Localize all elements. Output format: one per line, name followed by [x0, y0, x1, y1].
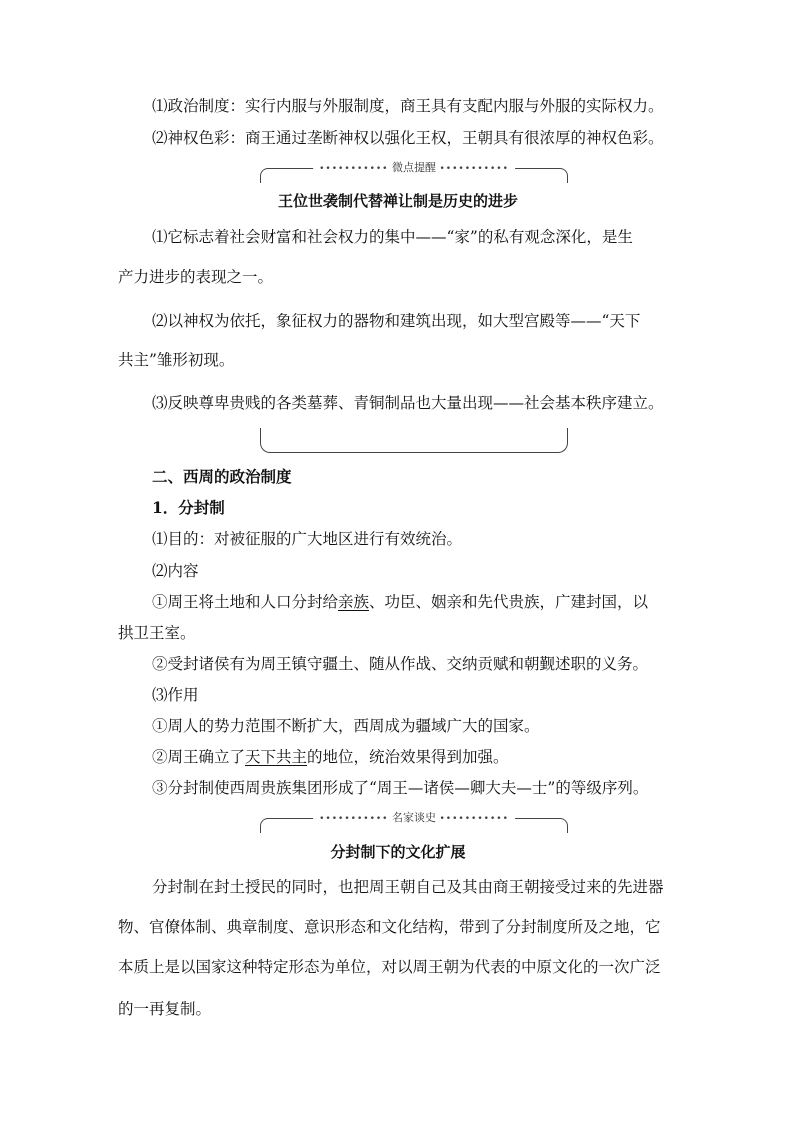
effect-item-2-pre: ②周王确立了 [152, 748, 246, 766]
effect-item-2-post: 的地位，统治效果得到加强。 [307, 748, 509, 766]
quote-line-2: 物、官僚体制、典章制度、意识形态和文化结构，带到了分封制度所及之地，它 [118, 918, 661, 936]
effect-item-3: ③分封制使西周贵族集团形成了“周王—诸侯—卿大夫—士”的等级序列。 [152, 779, 649, 797]
quote-line-4: 的一再复制。 [118, 1000, 212, 1018]
tip-box-label: 微点提醒 [392, 161, 436, 174]
content-item-1-post: 、功臣、姻亲和先代贵族，广建封国，以 [369, 593, 649, 611]
section-heading: 二、西周的政治制度 [152, 467, 292, 486]
quote-line-3: 本质上是以国家这种特定形态为单位，对以周王朝为代表的中原文化的一次广泛 [118, 958, 661, 976]
effect-label: ⑶作用 [152, 686, 199, 704]
tip-box-frame-bottom [260, 428, 568, 453]
quote-line-1: 分封制在封土授民的同时，也把周王朝自己及其由商王朝接受过来的先进器 [152, 878, 664, 896]
purpose-text: ⑴目的：对被征服的广大地区进行有效统治。 [152, 530, 463, 548]
quote-box-label-wrap [313, 810, 515, 827]
dots-decoration: ••••••••••• [319, 814, 389, 824]
tip-point-1-line-1: ⑴它标志着社会财富和社会权力的集中——“家”的私有观念深化，是生 [152, 228, 633, 246]
subsection-heading: 1．分封制 [152, 498, 225, 517]
dots-decoration: ••••••••••• [439, 164, 509, 174]
dots-decoration: ••••••••••• [319, 164, 389, 174]
tip-box-label-wrap [313, 160, 515, 177]
tip-point-1-line-2: 产力进步的表现之一。 [118, 268, 274, 286]
content-item-1-line-2: 拱卫王室。 [118, 624, 196, 642]
effect-item-2-underlined: 天下共主 [245, 748, 308, 766]
content-item-1-pre: ①周王将土地和人口分封给 [152, 593, 339, 611]
effect-item-2 [152, 746, 678, 768]
content-item-1-line-1 [152, 591, 678, 613]
tip-point-3: ⑶反映尊卑贵贱的各类墓葬、青铜制品也大量出现——社会基本秩序建立。 [152, 394, 664, 412]
content-label: ⑵内容 [152, 562, 199, 580]
content-item-2: ②受封诸侯有为周王镇守疆土、随从作战、交纳贡赋和朝觐述职的义务。 [152, 655, 649, 673]
quote-box-title: 分封制下的文化扩展 [330, 843, 466, 861]
quote-box-label: 名家谈史 [392, 811, 436, 824]
tip-box-frame-top [260, 161, 568, 183]
content-item-1-underlined: 亲族 [338, 593, 370, 611]
political-system-text: ⑴政治制度：实行内服与外服制度，商王具有支配内服与外服的实际权力。 [152, 97, 664, 115]
tip-point-2-line-1: ⑵以神权为依托，象征权力的器物和建筑出现，如大型宫殿等——“天下 [152, 312, 641, 330]
theocratic-text: ⑵神权色彩：商王通过垄断神权以强化王权，王朝具有很浓厚的神权色彩。 [152, 129, 664, 147]
dots-decoration: ••••••••••• [439, 814, 509, 824]
tip-box-title: 王位世袭制代替禅让制是历史的进步 [277, 192, 518, 210]
tip-point-2-line-2: 共主”雏形初现。 [118, 351, 235, 369]
quote-box-frame-top [260, 811, 568, 833]
effect-item-1: ①周人的势力范围不断扩大，西周成为疆域广大的国家。 [152, 717, 540, 735]
